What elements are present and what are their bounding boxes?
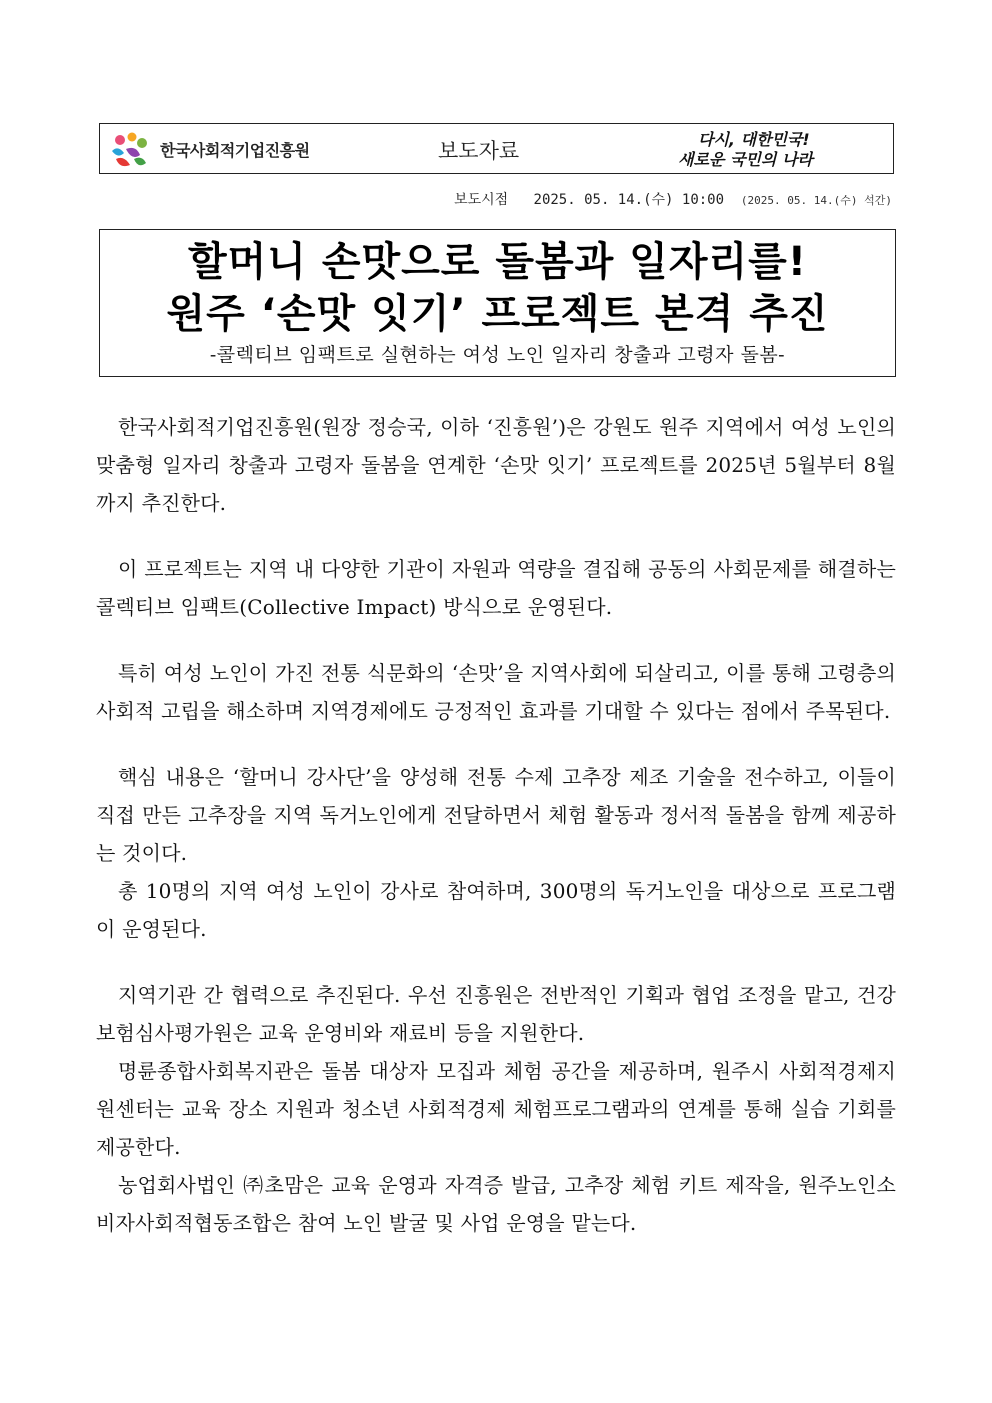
svg-text:새로운 국민의 나라: 새로운 국민의 나라 — [678, 150, 813, 169]
svg-text:다시, 대한민국!: 다시, 대한민국! — [698, 130, 810, 149]
paragraph-3: 특히 여성 노인이 가진 전통 식문화의 ‘손맛’을 지역사회에 되살리고, 이를 통해 고령층의 사회적 고립을 해소하며 지역경제에도 긍정적인 효과를 기대할 수 있다는 점에서 주목된다. — [96, 661, 896, 723]
release-time — [454, 189, 892, 209]
headline-subtitle: -콜렉티브 임팩트로 실현하는 여성 노인 일자리 창출과 고령자 돌봄- — [209, 344, 786, 366]
organization-logo-icon — [106, 129, 156, 171]
paragraph-4: 핵심 내용은 ‘할머니 강사단’을 양성해 전통 수제 고추장 제조 기술을 전수하고, 이들이 직접 만든 고추장을 지역 독거노인에게 전달하면서 체험 활동과 정서적 돌봄을 함께 제공하는 것이다. — [96, 765, 896, 865]
press-header — [99, 123, 894, 174]
headline-line-2: 원주 ‘손맛 잇기’ 프로젝트 본격 추진 — [166, 291, 829, 337]
article-body — [96, 408, 896, 1242]
document-type: 보도자료 — [438, 139, 520, 163]
organization-name: 한국사회적기업진흥원 — [160, 141, 310, 160]
government-slogan-logo — [672, 127, 872, 171]
paragraph-8: 농업회사법인 ㈜초맘은 교육 운영과 자격증 발급, 고추장 체험 키트 제작을, 원주노인소비자사회적협동조합은 참여 노인 발굴 및 사업 운영을 맡는다. — [96, 1173, 896, 1235]
release-label: 보도시점 — [454, 192, 509, 208]
release-datetime: 2025. 05. 14.(수) 10:00 — [533, 192, 725, 208]
paragraph-2: 이 프로젝트는 지역 내 다양한 기관이 자원과 역량을 결집해 공동의 사회문제를 해결하는 콜렉티브 임팩트(Collective Impact) 방식으로 운영된다. — [96, 557, 896, 619]
headline-line-1: 할머니 손맛으로 돌봄과 일자리를! — [188, 239, 807, 285]
release-embargo: (2025. 05. 14.(수) 석간) — [740, 194, 892, 207]
paragraph-5: 총 10명의 지역 여성 노인이 강사로 참여하며, 300명의 독거노인을 대상으로 프로그램이 운영된다. — [96, 879, 896, 941]
paragraph-6: 지역기관 간 협력으로 추진된다. 우선 진흥원은 전반적인 기획과 협업 조정을 맡고, 건강보험심사평가원은 교육 운영비와 재료비 등을 지원한다. — [96, 983, 896, 1045]
paragraph-7: 명륜종합사회복지관은 돌봄 대상자 모집과 체험 공간을 제공하며, 원주시 사회적경제지원센터는 교육 장소 지원과 청소년 사회적경제 체험프로그램과의 연계를 통해 실습 기회를 제공한다. — [96, 1059, 896, 1159]
headline-box — [99, 229, 896, 377]
paragraph-1: 한국사회적기업진흥원(원장 정승국, 이하 ‘진흥원’)은 강원도 원주 지역에서 여성 노인의 맞춤형 일자리 창출과 고령자 돌봄을 연계한 ‘손맛 잇기’ 프로젝트를 2025년 5월부터 8월까지 추진한다. — [96, 415, 896, 515]
